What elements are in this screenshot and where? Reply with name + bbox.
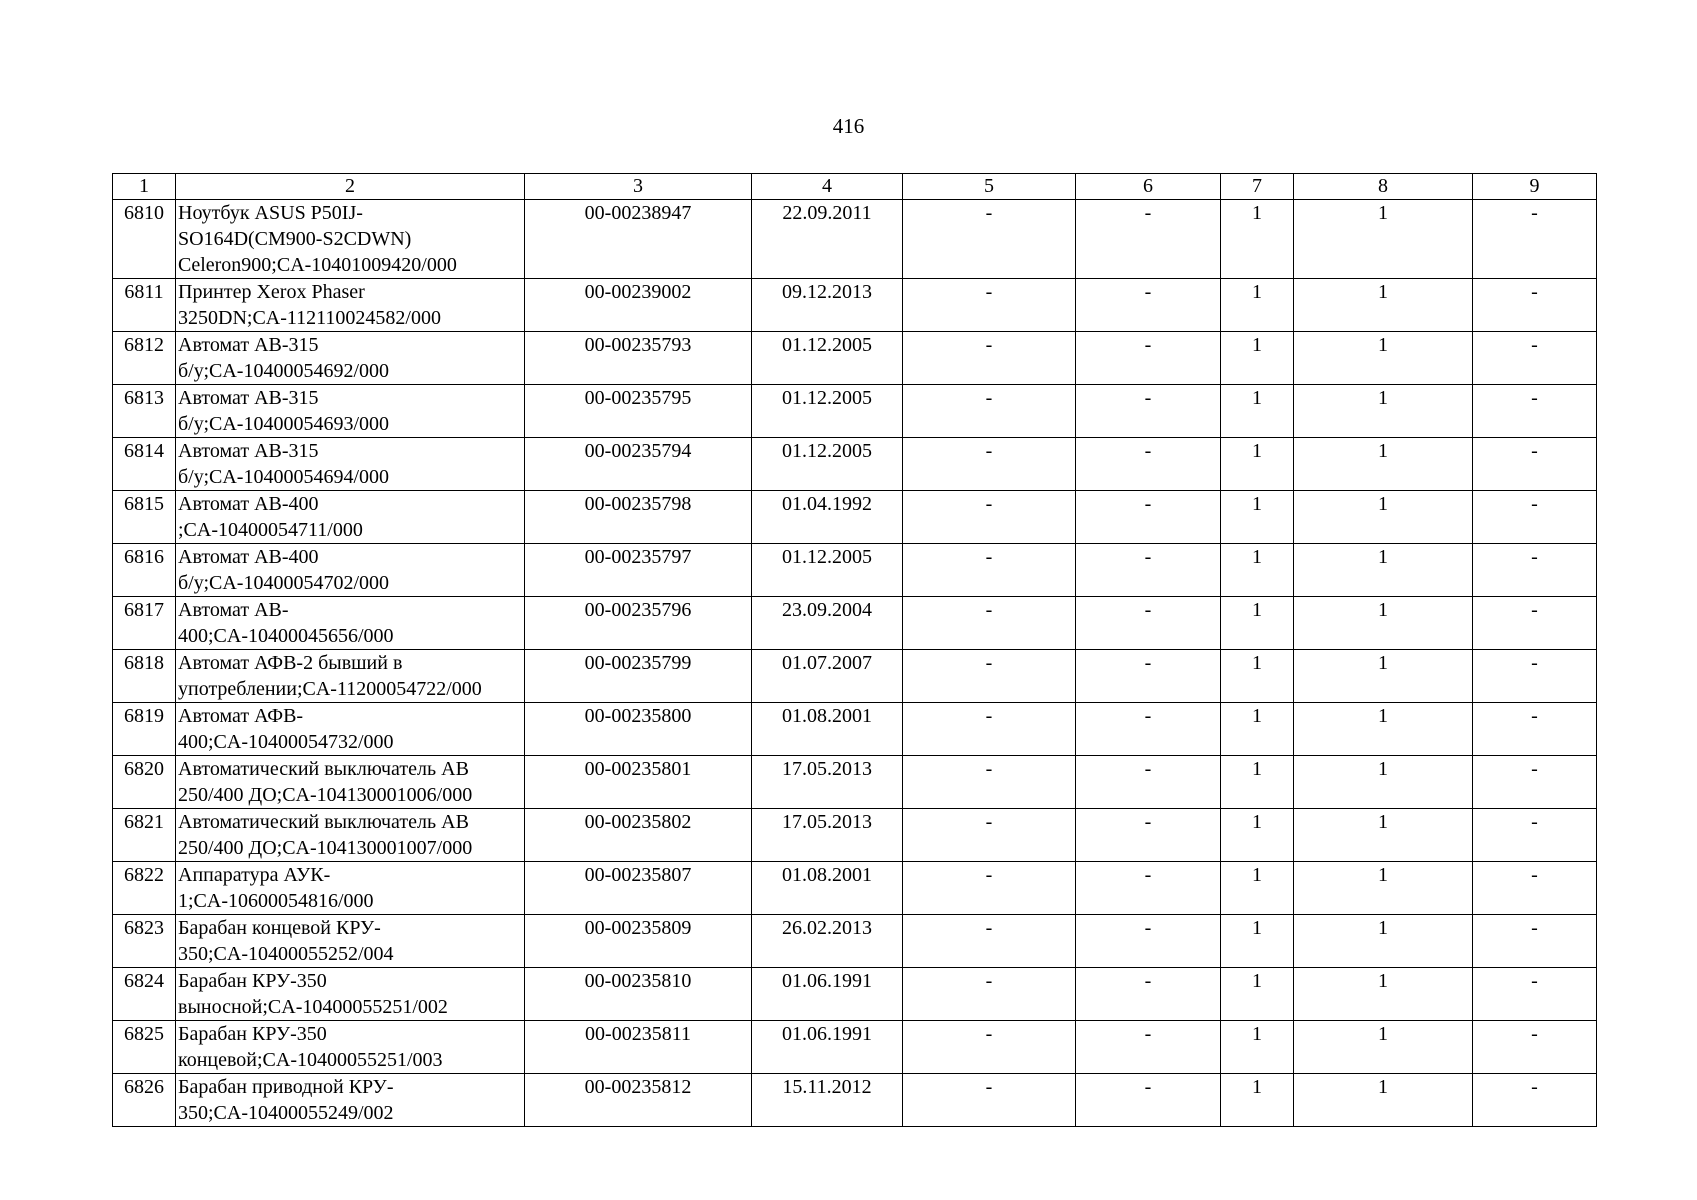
column-9-value: -	[1473, 200, 1597, 279]
column-9-value: -	[1473, 332, 1597, 385]
item-name-line: Автомат АФВ-	[178, 705, 304, 727]
inventory-code: 00-00235793	[525, 332, 752, 385]
item-name	[176, 385, 525, 438]
item-name-line: Аппаратура АУК-	[178, 864, 331, 886]
row-number: 6813	[113, 385, 176, 438]
row-number: 6812	[113, 332, 176, 385]
item-name-line: Барабан приводной КРУ-	[178, 1076, 394, 1098]
column-8-value: 1	[1294, 385, 1473, 438]
table-row	[113, 1074, 1597, 1127]
table-row	[113, 915, 1597, 968]
item-name	[176, 200, 525, 279]
column-8-value: 1	[1294, 491, 1473, 544]
item-name-line: Автомат АВ-400	[178, 493, 319, 515]
item-name-line: 3250DN;CA-112110024582/000	[178, 307, 441, 329]
item-name-line: Ноутбук ASUS P50IJ-	[178, 202, 363, 224]
inventory-code: 00-00235809	[525, 915, 752, 968]
item-name-line: б/у;CA-10400054694/000	[178, 466, 390, 488]
column-6-value: -	[1076, 544, 1221, 597]
column-8-value: 1	[1294, 1021, 1473, 1074]
column-5-value: -	[903, 1074, 1076, 1127]
acquisition-date: 22.09.2011	[752, 200, 903, 279]
item-name-line: Автомат АВ-400	[178, 546, 319, 568]
column-6-value: -	[1076, 650, 1221, 703]
item-name-line: Автоматический выключатель АВ	[178, 758, 469, 780]
table-row	[113, 597, 1597, 650]
column-8-value: 1	[1294, 438, 1473, 491]
column-6-value: -	[1076, 862, 1221, 915]
column-8-value: 1	[1294, 332, 1473, 385]
item-name-line: Celeron900;CA-10401009420/000	[178, 254, 457, 276]
item-name	[176, 279, 525, 332]
column-7-value: 1	[1221, 1074, 1294, 1127]
column-5-value: -	[903, 438, 1076, 491]
item-name	[176, 756, 525, 809]
column-6-value: -	[1076, 1074, 1221, 1127]
item-name	[176, 438, 525, 491]
column-8-value: 1	[1294, 809, 1473, 862]
acquisition-date: 15.11.2012	[752, 1074, 903, 1127]
column-6-value: -	[1076, 597, 1221, 650]
column-7-value: 1	[1221, 968, 1294, 1021]
item-name-line: Автомат АВ-315	[178, 334, 319, 356]
column-6-value: -	[1076, 915, 1221, 968]
acquisition-date: 01.07.2007	[752, 650, 903, 703]
acquisition-date: 26.02.2013	[752, 915, 903, 968]
table-row	[113, 385, 1597, 438]
column-5-value: -	[903, 491, 1076, 544]
column-9-value: -	[1473, 385, 1597, 438]
table-row	[113, 1021, 1597, 1074]
column-7-value: 1	[1221, 862, 1294, 915]
table-row	[113, 544, 1597, 597]
row-number: 6820	[113, 756, 176, 809]
item-name	[176, 915, 525, 968]
row-number: 6819	[113, 703, 176, 756]
row-number: 6811	[113, 279, 176, 332]
column-7-value: 1	[1221, 1021, 1294, 1074]
item-name	[176, 544, 525, 597]
inventory-code: 00-00235812	[525, 1074, 752, 1127]
table-row	[113, 756, 1597, 809]
column-9-value: -	[1473, 650, 1597, 703]
column-8-value: 1	[1294, 915, 1473, 968]
column-header-7: 7	[1221, 174, 1294, 200]
column-7-value: 1	[1221, 385, 1294, 438]
column-7-value: 1	[1221, 200, 1294, 279]
row-number: 6822	[113, 862, 176, 915]
table-row	[113, 968, 1597, 1021]
column-7-value: 1	[1221, 809, 1294, 862]
column-5-value: -	[903, 862, 1076, 915]
item-name-line: Принтер Xerox Phaser	[178, 281, 365, 303]
item-name-line: Автомат АВ-315	[178, 387, 319, 409]
item-name-line: употреблении;CA-11200054722/000	[178, 678, 482, 700]
item-name-line: концевой;CA-10400055251/003	[178, 1049, 443, 1071]
item-name-line: 400;CA-10400054732/000	[178, 731, 394, 753]
column-header-5: 5	[903, 174, 1076, 200]
inventory-code: 00-00238947	[525, 200, 752, 279]
item-name-line: выносной;CA-10400055251/002	[178, 996, 448, 1018]
row-number: 6814	[113, 438, 176, 491]
column-8-value: 1	[1294, 650, 1473, 703]
column-9-value: -	[1473, 915, 1597, 968]
acquisition-date: 17.05.2013	[752, 756, 903, 809]
item-name	[176, 597, 525, 650]
acquisition-date: 01.06.1991	[752, 1021, 903, 1074]
acquisition-date: 01.08.2001	[752, 703, 903, 756]
column-7-value: 1	[1221, 332, 1294, 385]
column-header-4: 4	[752, 174, 903, 200]
item-name-line: 350;CA-10400055252/004	[178, 943, 394, 965]
column-8-value: 1	[1294, 597, 1473, 650]
column-7-value: 1	[1221, 597, 1294, 650]
inventory-code: 00-00235811	[525, 1021, 752, 1074]
column-5-value: -	[903, 703, 1076, 756]
row-number: 6810	[113, 200, 176, 279]
column-7-value: 1	[1221, 915, 1294, 968]
column-6-value: -	[1076, 200, 1221, 279]
item-name	[176, 968, 525, 1021]
column-5-value: -	[903, 279, 1076, 332]
column-5-value: -	[903, 915, 1076, 968]
column-6-value: -	[1076, 756, 1221, 809]
inventory-code: 00-00239002	[525, 279, 752, 332]
item-name-line: 1;CA-10600054816/000	[178, 890, 374, 912]
table-row	[113, 438, 1597, 491]
item-name-line: Автомат АФВ-2 бывший в	[178, 652, 403, 674]
column-9-value: -	[1473, 438, 1597, 491]
column-9-value: -	[1473, 491, 1597, 544]
acquisition-date: 01.12.2005	[752, 385, 903, 438]
item-name	[176, 1021, 525, 1074]
item-name	[176, 1074, 525, 1127]
row-number: 6821	[113, 809, 176, 862]
row-number: 6816	[113, 544, 176, 597]
column-8-value: 1	[1294, 862, 1473, 915]
item-name	[176, 332, 525, 385]
row-number: 6825	[113, 1021, 176, 1074]
row-number: 6824	[113, 968, 176, 1021]
column-5-value: -	[903, 968, 1076, 1021]
column-5-value: -	[903, 756, 1076, 809]
item-name-line: Автоматический выключатель АВ	[178, 811, 469, 833]
table-row	[113, 809, 1597, 862]
inventory-code: 00-00235799	[525, 650, 752, 703]
column-8-value: 1	[1294, 544, 1473, 597]
table-body	[113, 200, 1597, 1127]
column-header-2: 2	[176, 174, 525, 200]
item-name-line: б/у;CA-10400054692/000	[178, 360, 390, 382]
column-8-value: 1	[1294, 703, 1473, 756]
column-header-1: 1	[113, 174, 176, 200]
item-name-line: 250/400 ДО;CA-104130001007/000	[178, 837, 473, 859]
item-name-line: Барабан концевой КРУ-	[178, 917, 381, 939]
column-5-value: -	[903, 544, 1076, 597]
inventory-code: 00-00235800	[525, 703, 752, 756]
item-name	[176, 491, 525, 544]
column-9-value: -	[1473, 809, 1597, 862]
acquisition-date: 01.08.2001	[752, 862, 903, 915]
column-9-value: -	[1473, 968, 1597, 1021]
column-6-value: -	[1076, 809, 1221, 862]
page-number: 416	[832, 114, 865, 138]
inventory-code: 00-00235802	[525, 809, 752, 862]
column-9-value: -	[1473, 1074, 1597, 1127]
item-name	[176, 862, 525, 915]
table-row	[113, 279, 1597, 332]
item-name-line: б/у;CA-10400054693/000	[178, 413, 390, 435]
table-row	[113, 200, 1597, 279]
row-number: 6818	[113, 650, 176, 703]
column-5-value: -	[903, 597, 1076, 650]
column-5-value: -	[903, 385, 1076, 438]
row-number: 6823	[113, 915, 176, 968]
column-header-6: 6	[1076, 174, 1221, 200]
column-9-value: -	[1473, 703, 1597, 756]
inventory-code: 00-00235801	[525, 756, 752, 809]
table-row	[113, 332, 1597, 385]
column-6-value: -	[1076, 491, 1221, 544]
acquisition-date: 01.12.2005	[752, 544, 903, 597]
column-7-value: 1	[1221, 650, 1294, 703]
column-9-value: -	[1473, 597, 1597, 650]
column-9-value: -	[1473, 756, 1597, 809]
item-name-line: Барабан КРУ-350	[178, 970, 327, 992]
column-8-value: 1	[1294, 1074, 1473, 1127]
inventory-code: 00-00235797	[525, 544, 752, 597]
acquisition-date: 01.12.2005	[752, 332, 903, 385]
column-6-value: -	[1076, 279, 1221, 332]
column-5-value: -	[903, 332, 1076, 385]
column-7-value: 1	[1221, 756, 1294, 809]
column-8-value: 1	[1294, 756, 1473, 809]
table-row	[113, 862, 1597, 915]
column-7-value: 1	[1221, 544, 1294, 597]
inventory-code: 00-00235795	[525, 385, 752, 438]
column-header-9: 9	[1473, 174, 1597, 200]
acquisition-date: 09.12.2013	[752, 279, 903, 332]
column-6-value: -	[1076, 703, 1221, 756]
column-9-value: -	[1473, 1021, 1597, 1074]
column-6-value: -	[1076, 968, 1221, 1021]
acquisition-date: 01.06.1991	[752, 968, 903, 1021]
column-5-value: -	[903, 809, 1076, 862]
column-7-value: 1	[1221, 491, 1294, 544]
header-row	[113, 174, 1597, 200]
inventory-code: 00-00235798	[525, 491, 752, 544]
item-name-line: Барабан КРУ-350	[178, 1023, 327, 1045]
table-row	[113, 491, 1597, 544]
row-number: 6826	[113, 1074, 176, 1127]
column-8-value: 1	[1294, 968, 1473, 1021]
acquisition-date: 23.09.2004	[752, 597, 903, 650]
column-9-value: -	[1473, 544, 1597, 597]
item-name	[176, 650, 525, 703]
item-name-line: Автомат АВ-	[178, 599, 289, 621]
item-name-line: б/у;CA-10400054702/000	[178, 572, 390, 594]
item-name-line: ;CA-10400054711/000	[178, 519, 363, 541]
column-7-value: 1	[1221, 279, 1294, 332]
column-6-value: -	[1076, 438, 1221, 491]
inventory-code: 00-00235810	[525, 968, 752, 1021]
inventory-code: 00-00235796	[525, 597, 752, 650]
column-9-value: -	[1473, 862, 1597, 915]
item-name-line: Автомат АВ-315	[178, 440, 319, 462]
column-6-value: -	[1076, 1021, 1221, 1074]
item-name-line: 400;CA-10400045656/000	[178, 625, 394, 647]
row-number: 6815	[113, 491, 176, 544]
column-5-value: -	[903, 650, 1076, 703]
column-header-8: 8	[1294, 174, 1473, 200]
column-6-value: -	[1076, 332, 1221, 385]
column-6-value: -	[1076, 385, 1221, 438]
acquisition-date: 01.04.1992	[752, 491, 903, 544]
item-name-line: 350;CA-10400055249/002	[178, 1102, 394, 1124]
column-5-value: -	[903, 200, 1076, 279]
inventory-code: 00-00235794	[525, 438, 752, 491]
item-name-line: SO164D(CM900-S2CDWN)	[178, 228, 412, 250]
item-name-line: 250/400 ДО;CA-104130001006/000	[178, 784, 473, 806]
column-header-3: 3	[525, 174, 752, 200]
column-7-value: 1	[1221, 438, 1294, 491]
table-row	[113, 650, 1597, 703]
column-5-value: -	[903, 1021, 1076, 1074]
row-number: 6817	[113, 597, 176, 650]
column-8-value: 1	[1294, 200, 1473, 279]
inventory-code: 00-00235807	[525, 862, 752, 915]
acquisition-date: 17.05.2013	[752, 809, 903, 862]
column-9-value: -	[1473, 279, 1597, 332]
item-name	[176, 703, 525, 756]
acquisition-date: 01.12.2005	[752, 438, 903, 491]
table-row	[113, 703, 1597, 756]
column-8-value: 1	[1294, 279, 1473, 332]
column-7-value: 1	[1221, 703, 1294, 756]
inventory-table	[112, 173, 1597, 1127]
item-name	[176, 809, 525, 862]
